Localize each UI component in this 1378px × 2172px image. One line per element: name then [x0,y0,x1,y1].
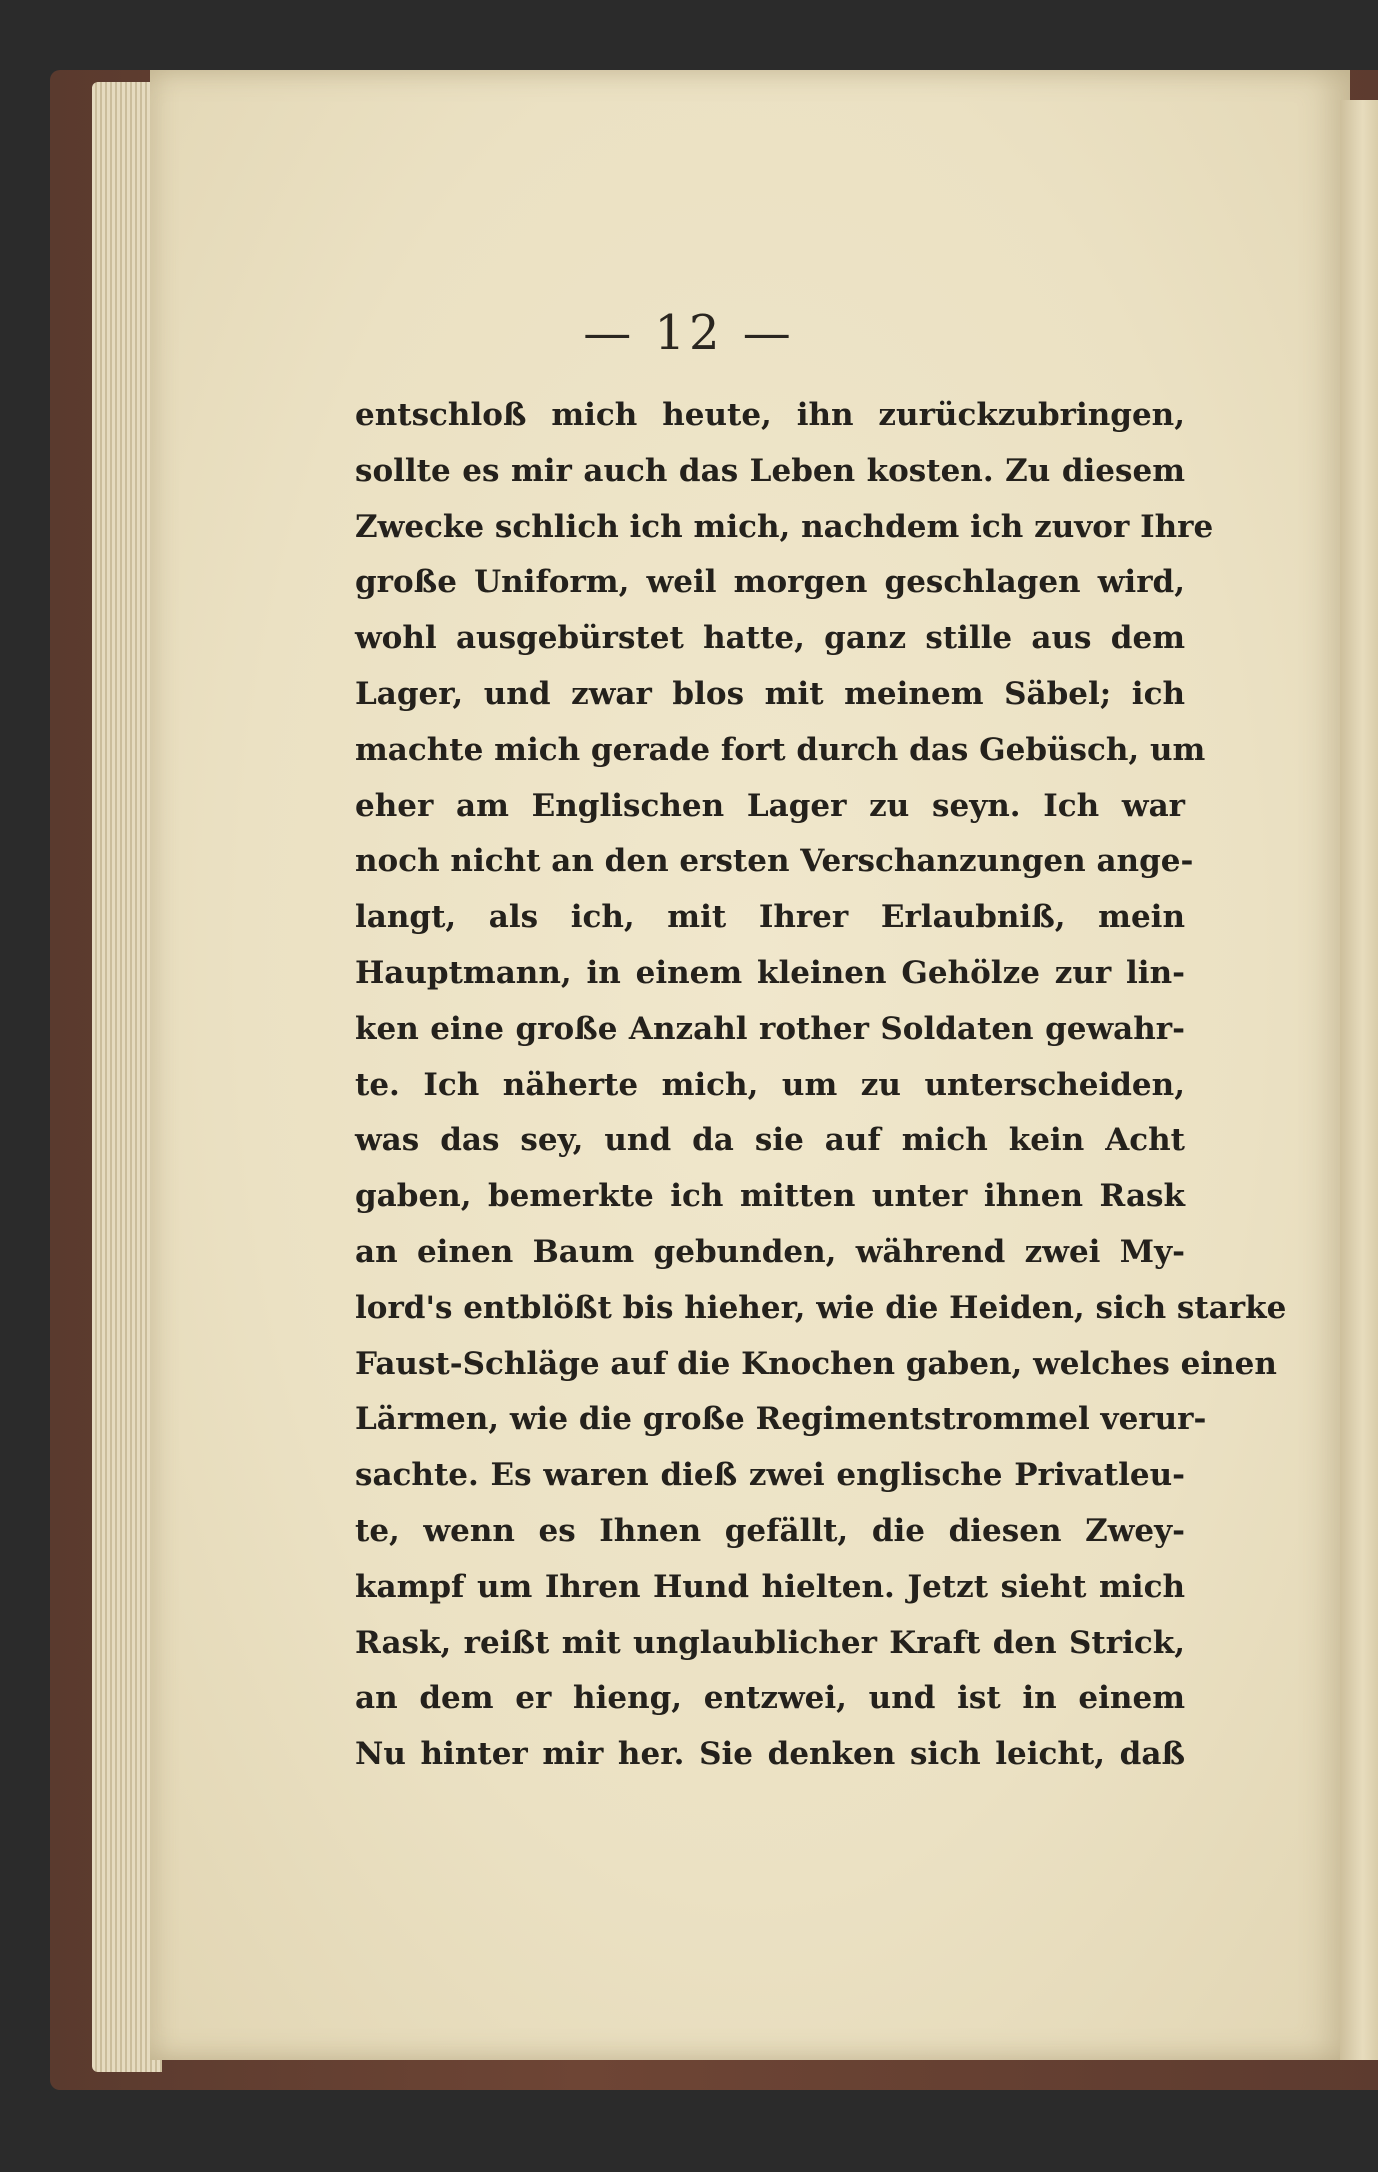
text-line: langt, als ich, mit Ihrer Erlaubniß, mein [355,899,1185,936]
text-line: entschloß mich heute, ihn zurückzubringen, [355,397,1185,433]
text-line: te. Ich näherte mich, um zu unterscheiden, [355,1066,1185,1103]
text-line: kampf um Ihren Hund hielten. Jetzt sieht mich [355,1568,1185,1605]
text-line: wohl ausgebürstet hatte, ganz stille aus dem [355,620,1185,657]
text-line: eher am Englischen Lager zu seyn. Ich war [355,787,1185,824]
text-line: sollte es mir auch das Leben kosten. Zu diesem [355,452,1185,489]
text-line: an einen Baum gebunden, während zwei My- [355,1233,1185,1270]
text-line: noch nicht an den ersten Verschanzungen ange- [355,843,1194,880]
text-line: große Uniform, weil morgen geschlagen wird, [355,564,1185,601]
text-line: an dem er hieng, entzwei, und ist in einem [355,1680,1185,1717]
body-text [355,388,1287,1783]
text-line: sachte. Es waren dieß zwei englische Privatleu- [355,1457,1185,1494]
text-line: Rask, reißt mit unglaublicher Kraft den Strick, [355,1624,1185,1661]
text-line: Nu hinter mir her. Sie denken sich leicht, daß [355,1736,1185,1773]
text-line: Zwecke schlich ich mich, nachdem ich zuvor Ihre [355,508,1214,545]
text-line: lord's entblößt bis hieher, wie die Heiden, sich starke [355,1289,1287,1326]
text-line: Hauptmann, in einem kleinen Gehölze zur lin- [355,954,1185,991]
text-line: ken eine große Anzahl rother Soldaten gewahr- [355,1010,1185,1047]
text-line: gaben, bemerkte ich mitten unter ihnen Rask [355,1178,1185,1215]
page-number: — 12 — [583,305,795,361]
text-line: Lager, und zwar blos mit meinem Säbel; ich [355,675,1185,712]
text-line: Faust-Schläge auf die Knochen gaben, welches einen [355,1345,1277,1382]
text-line: Lärmen, wie die große Regimentstrommel verur- [355,1401,1207,1438]
text-line: was das sey, und da sie auf mich kein Acht [355,1122,1185,1159]
text-line: te, wenn es Ihnen gefällt, die diesen Zwey- [355,1512,1185,1549]
text-line: machte mich gerade fort durch das Gebüsch, um [355,731,1206,768]
facing-page-edge [1340,100,1378,2060]
